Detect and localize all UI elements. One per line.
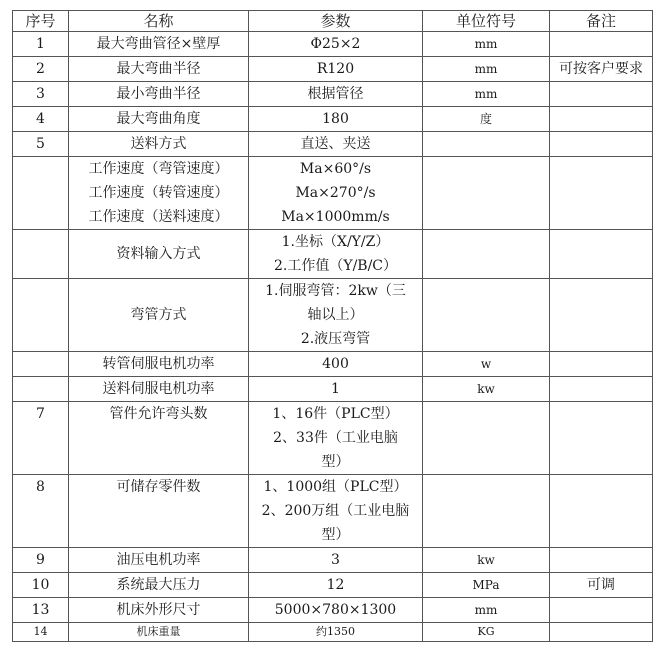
cell-note xyxy=(550,82,653,107)
cell-no xyxy=(13,279,69,352)
cell-unit xyxy=(423,475,550,548)
cell-note: 可调 xyxy=(550,573,653,598)
cell-note xyxy=(550,32,653,57)
cell-unit xyxy=(423,402,550,475)
cell-unit: 度 xyxy=(423,107,550,132)
cell-name: 最大弯曲管径×壁厚 xyxy=(69,32,249,57)
table-row xyxy=(13,573,653,598)
cell-note xyxy=(550,279,653,352)
cell-note xyxy=(550,132,653,157)
cell-note xyxy=(550,157,653,230)
cell-line: 2、33件（工业电脑 xyxy=(273,430,398,446)
table-row xyxy=(13,157,653,230)
cell-param: 3 xyxy=(249,548,423,573)
table-row xyxy=(13,623,653,642)
cell-param: 5000×780×1300 xyxy=(249,598,423,623)
cell-no xyxy=(13,377,69,402)
cell-line: 轴以上） xyxy=(307,307,364,323)
cell-unit: KG xyxy=(423,623,550,642)
cell-name: 送料方式 xyxy=(69,132,249,157)
cell-no xyxy=(13,157,69,230)
cell-name: 最大弯曲半径 xyxy=(69,57,249,82)
cell-name: 弯管方式 xyxy=(69,279,249,352)
cell-param xyxy=(249,475,423,548)
table-row xyxy=(13,548,653,573)
cell-param: 根据管径 xyxy=(249,82,423,107)
cell-param: R120 xyxy=(249,57,423,82)
table-row xyxy=(13,402,653,475)
table-row xyxy=(13,279,653,352)
cell-line: Ma×270°/s xyxy=(295,185,376,201)
table-row xyxy=(13,352,653,377)
cell-note xyxy=(550,107,653,132)
cell-no: 3 xyxy=(13,82,69,107)
cell-name: 机床重量 xyxy=(69,623,249,642)
cell-unit xyxy=(423,279,550,352)
cell-name: 可储存零件数 xyxy=(69,475,249,548)
cell-unit: kw xyxy=(423,377,550,402)
cell-name: 资料输入方式 xyxy=(69,230,249,279)
cell-line: 2、200万组（工业电脑 xyxy=(261,503,410,519)
cell-note xyxy=(550,377,653,402)
cell-param: Φ25×2 xyxy=(249,32,423,57)
header-name: 名称 xyxy=(69,11,249,32)
cell-note xyxy=(550,402,653,475)
cell-line: 工作速度（转管速度） xyxy=(88,185,229,201)
table-row xyxy=(13,598,653,623)
table-row xyxy=(13,377,653,402)
cell-unit: mm xyxy=(423,82,550,107)
cell-no xyxy=(13,352,69,377)
cell-note xyxy=(550,352,653,377)
cell-line: Ma×60°/s xyxy=(299,161,372,177)
cell-no: 7 xyxy=(13,402,69,475)
cell-note xyxy=(550,475,653,548)
cell-name: 最小弯曲半径 xyxy=(69,82,249,107)
cell-unit xyxy=(423,157,550,230)
table-row xyxy=(13,32,653,57)
header-no: 序号 xyxy=(13,11,69,32)
cell-param: 约1350 xyxy=(249,623,423,642)
cell-note xyxy=(550,548,653,573)
cell-param xyxy=(249,230,423,279)
header-note: 备注 xyxy=(550,11,653,32)
cell-no: 4 xyxy=(13,107,69,132)
cell-line: Ma×1000mm/s xyxy=(281,209,390,225)
table-header-row xyxy=(13,11,653,32)
cell-line: 1、16件（PLC型） xyxy=(272,406,399,422)
cell-line: 1、1000组（PLC型） xyxy=(263,479,408,495)
cell-param: 12 xyxy=(249,573,423,598)
cell-name: 油压电机功率 xyxy=(69,548,249,573)
cell-line: 2.液压弯管 xyxy=(300,331,371,347)
cell-line: 工作速度（送料速度） xyxy=(88,209,229,225)
cell-note xyxy=(550,598,653,623)
cell-no: 13 xyxy=(13,598,69,623)
cell-note: 可按客户要求 xyxy=(550,57,653,82)
cell-unit: w xyxy=(423,352,550,377)
cell-no: 8 xyxy=(13,475,69,548)
cell-param: 180 xyxy=(249,107,423,132)
cell-unit: MPa xyxy=(423,573,550,598)
header-unit: 单位符号 xyxy=(423,11,550,32)
table-row xyxy=(13,107,653,132)
cell-unit xyxy=(423,230,550,279)
cell-unit xyxy=(423,132,550,157)
cell-no: 2 xyxy=(13,57,69,82)
cell-no: 14 xyxy=(13,623,69,642)
cell-line: 工作速度（弯管速度） xyxy=(88,161,229,177)
cell-name xyxy=(69,157,249,230)
cell-name: 送料伺服电机功率 xyxy=(69,377,249,402)
cell-name: 转管伺服电机功率 xyxy=(69,352,249,377)
cell-line: 型） xyxy=(321,527,350,543)
cell-name: 机床外形尺寸 xyxy=(69,598,249,623)
cell-name: 系统最大压力 xyxy=(69,573,249,598)
cell-no: 10 xyxy=(13,573,69,598)
table-row xyxy=(13,82,653,107)
cell-param: 400 xyxy=(249,352,423,377)
cell-no: 5 xyxy=(13,132,69,157)
spec-table xyxy=(12,10,653,642)
cell-note xyxy=(550,623,653,642)
cell-line: 1.伺服弯管：2kw（三 xyxy=(265,283,406,299)
cell-param xyxy=(249,157,423,230)
table-row xyxy=(13,132,653,157)
cell-no: 1 xyxy=(13,32,69,57)
table-row xyxy=(13,57,653,82)
cell-no: 9 xyxy=(13,548,69,573)
header-param: 参数 xyxy=(249,11,423,32)
cell-no xyxy=(13,230,69,279)
cell-name: 管件允许弯头数 xyxy=(69,402,249,475)
cell-note xyxy=(550,230,653,279)
cell-param: 1 xyxy=(249,377,423,402)
table-row xyxy=(13,475,653,548)
cell-line: 型） xyxy=(321,454,350,470)
cell-name: 最大弯曲角度 xyxy=(69,107,249,132)
cell-param xyxy=(249,279,423,352)
cell-unit: mm xyxy=(423,57,550,82)
cell-param xyxy=(249,402,423,475)
cell-unit: mm xyxy=(423,32,550,57)
cell-unit: kw xyxy=(423,548,550,573)
cell-line: 2.工作值（Y/B/C） xyxy=(273,258,398,274)
cell-line: 1.坐标（X/Y/Z） xyxy=(281,234,390,250)
cell-unit: mm xyxy=(423,598,550,623)
cell-param: 直送、夹送 xyxy=(249,132,423,157)
table-row xyxy=(13,230,653,279)
